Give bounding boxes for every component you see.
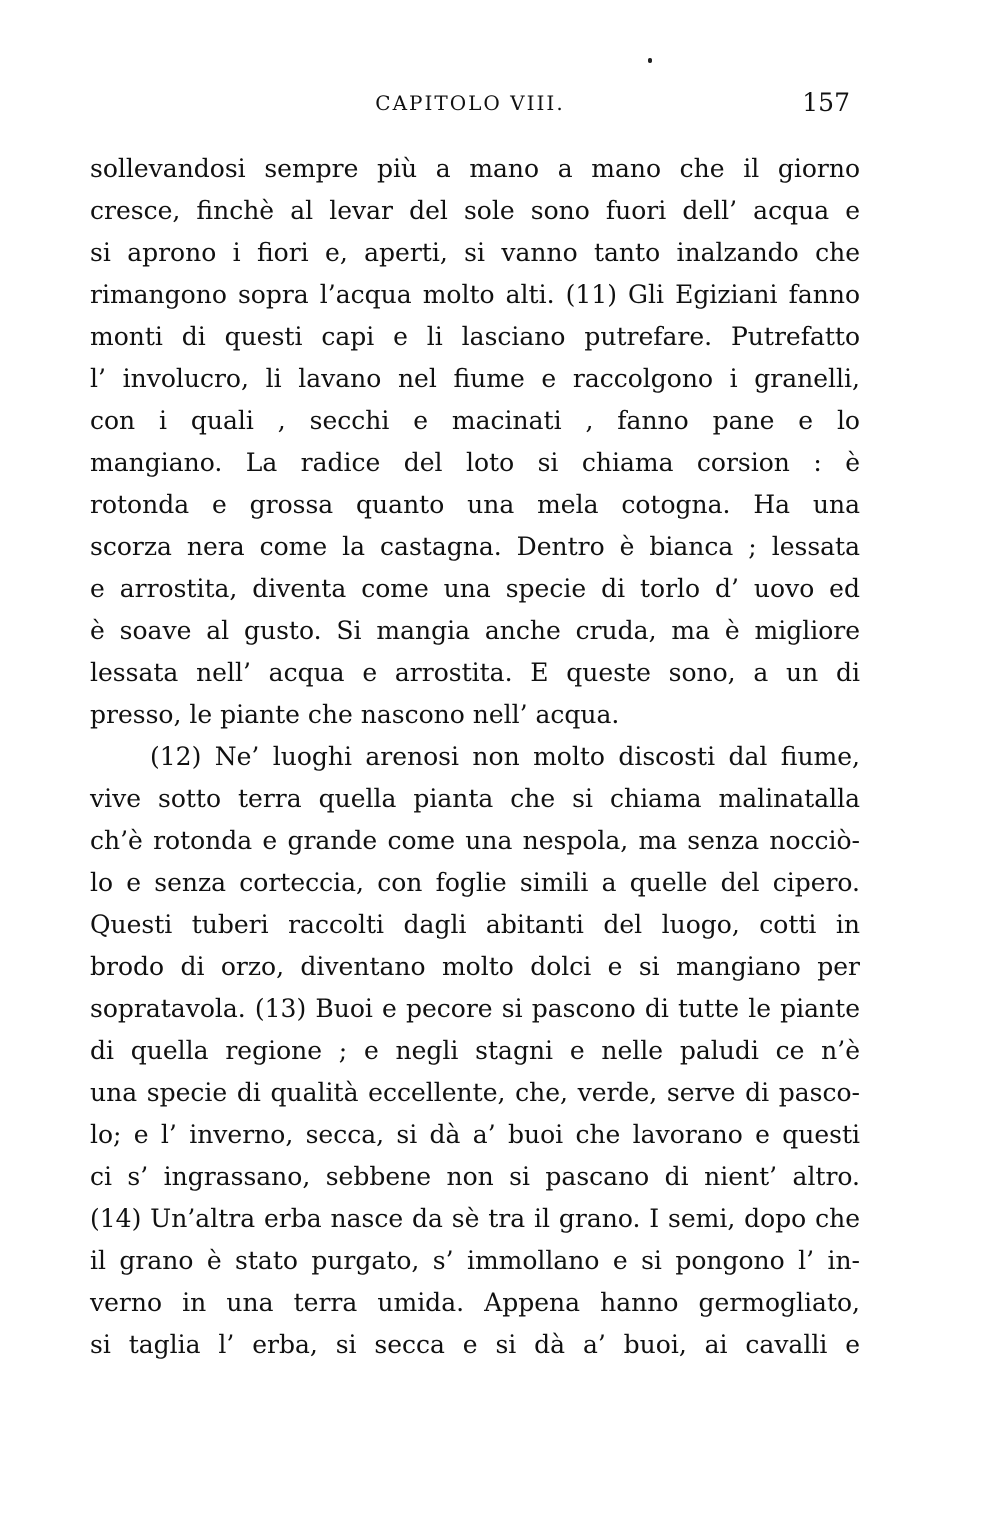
text-line: scorza nera come la castagna. Dentro è bianca ; lessata — [90, 532, 860, 561]
text-line: una specie di qualità eccellente, che, verde, serve di pasco- — [90, 1078, 860, 1107]
text-line: con i quali , secchi e macinati , fanno pane e lo — [90, 406, 860, 435]
text-line: vive sotto terra quella pianta che si chiama malinatalla — [90, 784, 860, 813]
text-line: lessata nell’ acqua e arrostita. E queste sono, a un di — [90, 658, 860, 687]
text-line: rimangono sopra l’acqua molto alti. (11) Gli Egiziani fanno — [90, 280, 860, 309]
text-line: sollevandosi sempre più a mano a mano che il giorno — [90, 154, 860, 183]
paragraph-start-line: (12) Ne’ luoghi arenosi non molto discosti dal fiume, — [150, 742, 860, 771]
text-line: lo; e l’ inverno, secca, si dà a’ buoi che lavorano e questi — [90, 1120, 860, 1149]
text-line: cresce, finchè al levar del sole sono fuori dell’ acqua e — [90, 196, 860, 225]
text-line: sopratavola. (13) Buoi e pecore si pascono di tutte le piante — [90, 994, 860, 1023]
ink-speck — [648, 58, 652, 63]
running-head — [90, 88, 850, 128]
text-line: il grano è stato purgato, s’ immollano e si pongono l’ in- — [90, 1246, 860, 1275]
text-line: mangiano. La radice del loto si chiama corsion : è — [90, 448, 860, 477]
text-line: (14) Un’altra erba nasce da sè tra il grano. I semi, dopo che — [90, 1204, 860, 1233]
text-line: Questi tuberi raccolti dagli abitanti del luogo, cotti in — [90, 910, 860, 939]
text-line: verno in una terra umida. Appena hanno germogliato, — [90, 1288, 860, 1317]
page-number: 157 — [802, 88, 850, 117]
text-line: lo e senza corteccia, con foglie simili a quelle del cipero. — [90, 868, 860, 897]
text-line: rotonda e grossa quanto una mela cotogna. Ha una — [90, 490, 860, 519]
text-line: monti di questi capi e li lasciano putrefare. Putrefatto — [90, 322, 860, 351]
text-line: si taglia l’ erba, si secca e si dà a’ buoi, ai cavalli e — [90, 1330, 860, 1359]
chapter-title: CAPITOLO VIII. — [375, 91, 565, 115]
text-line: si aprono i fiori e, aperti, si vanno tanto inalzando che — [90, 238, 860, 267]
text-line: presso, le piante che nascono nell’ acqua. — [90, 700, 620, 729]
text-line: ci s’ ingrassano, sebbene non si pascano di nient’ altro. — [90, 1162, 860, 1191]
body-text — [90, 148, 860, 1366]
text-line: e arrostita, diventa come una specie di torlo d’ uovo ed — [90, 574, 860, 603]
text-line: ch’è rotonda e grande come una nespola, ma senza nocciò- — [90, 826, 860, 855]
text-line: di quella regione ; e negli stagni e nelle paludi ce n’è — [90, 1036, 860, 1065]
text-line: l’ involucro, li lavano nel fiume e raccolgono i granelli, — [90, 364, 860, 393]
text-line: brodo di orzo, diventano molto dolci e si mangiano per — [90, 952, 860, 981]
text-line: è soave al gusto. Si mangia anche cruda, ma è migliore — [90, 616, 860, 645]
